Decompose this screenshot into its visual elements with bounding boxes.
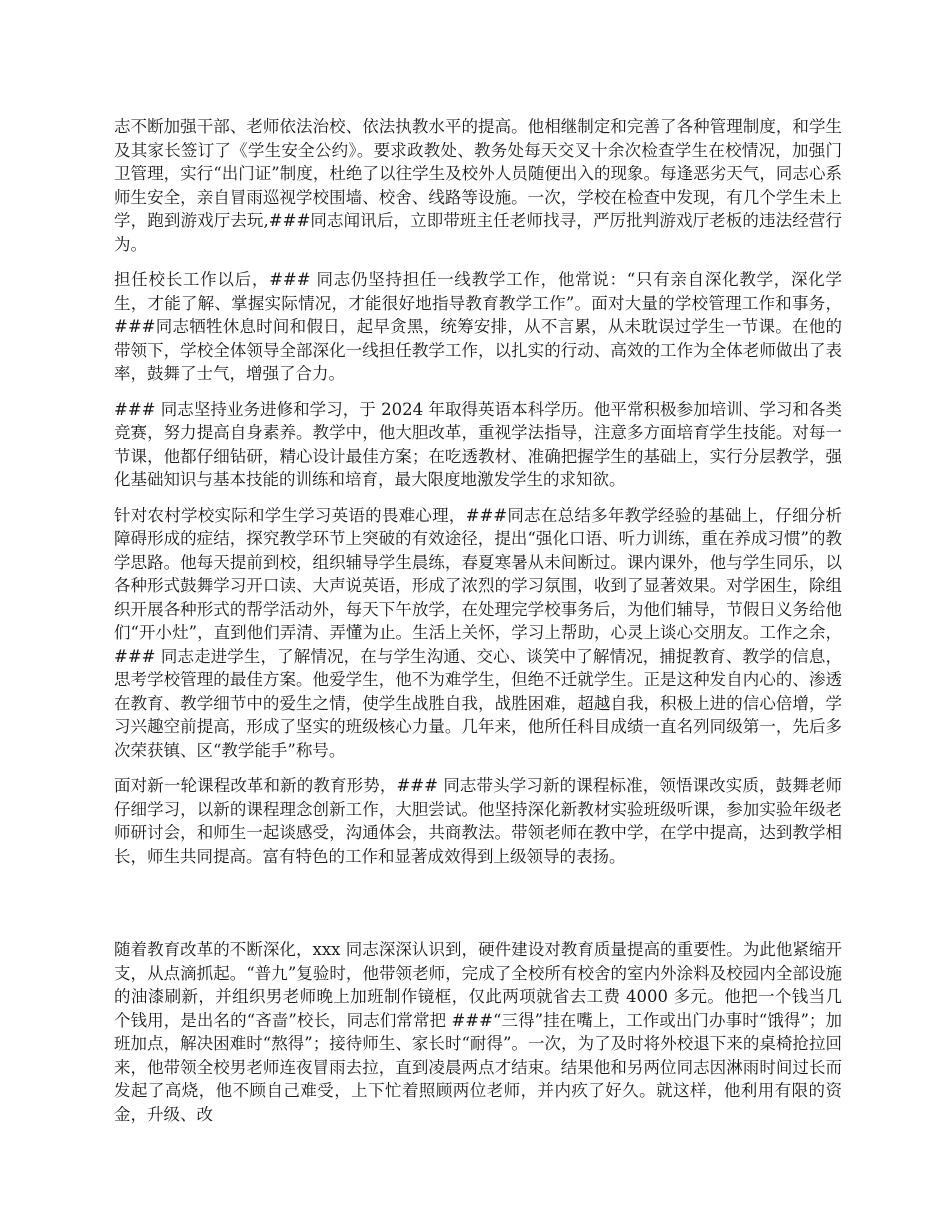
paragraph-1: 志不断加强干部、老师依法治校、依法执教水平的提高。他相继制定和完善了各种管理制度，和学生及其家长签订了《学生安全公约》。要求政教处、教务处每天交叉十余次检查学生在校情况，加强门卫管理，实行“出门证”制度，杜绝了以往学生及校外人员随便出入的现象。每逢恶劣天气，同志心系师生安全，亲自冒雨巡视学校围墙、校舍、线路等设施。一次，学校在检查中发现，有几个学生未上学，跑到游戏厅去玩,###同志闻讯后，立即带班主任老师找寻，严厉批判游戏厅老板的违法经营行为。 bbox=[114, 117, 842, 254]
paragraph-5: 面对新一轮课程改革和新的教育形势，### 同志带头学习新的课程标准，领悟课改实质，鼓舞老师仔细学习，以新的课程理念创新工作，大胆尝试。他坚持深化新教材实验班级听课，参加实验年级老师研讨会，和师生一起谈感受，沟通体会，共商教法。带领老师在教中学，在学中提高，达到教学相长，师生共同提高。富有特色的工作和显著成效得到上级领导的表扬。 bbox=[114, 776, 842, 866]
section-spacer bbox=[114, 880, 842, 938]
paragraph-2: 担任校长工作以后，### 同志仍坚持担任一线教学工作，他常说：“只有亲自深化教学，深化学生，才能了解、掌握实际情况，才能很好地指导教育教学工作”。面对大量的学校管理工作和事务，###同志牺牲休息时间和假日，起早贪黑，统筹安排，从不言累，从未耽误过学生一节课。在他的带领下，学校全体领导全部深化一线担任教学工作，以扎实的行动、高效的工作为全体老师做出了表率，鼓舞了士气，增强了合力。 bbox=[114, 270, 842, 383]
paragraph-6: 随着教育改革的不断深化，xxx 同志深深认识到，硬件建设对教育质量提高的重要性。为此他紧缩开支，从点滴抓起。“普九”复验时，他带领老师，完成了全校所有校舍的室内外涂料及校园内全部设施的油漆刷新，并组织男老师晚上加班制作镜框，仅此两项就省去工费 4000 多元。他把一个钱当几个钱用，是出名的“吝啬”校长，同志们常常把 ###“三得”挂在嘴上，工作或出门办事时“饿得”；加班加点，解决困难时“熬得”；接待师生、家长时“耐得”。一次，为了及时将外校退下来的桌椅抢拉回来，他带领全校男老师连夜冒雨去拉，直到凌晨两点才结束。结果他和另两位同志因淋雨时间过长而发起了高烧，他不顾自己难受，上下忙着照顾两位老师，并内疚了好久。就这样，他利用有限的资金，升级、改 bbox=[114, 940, 842, 1124]
paragraph-4: 针对农村学校实际和学生学习英语的畏难心理，###同志在总结多年教学经验的基础上，仔细分析障碍形成的症结，探究教学环节上突破的有效途径，提出“强化口语、听力训练，重在养成习惯”的教学思路。他每天提前到校，组织辅导学生晨练，春夏寒暑从未间断过。课内课外，他与学生同乐，以各种形式鼓舞学习开口读、大声说英语，形成了浓烈的学习氛围，收到了显著效果。对学困生，除组织开展各种形式的帮学活动外，每天下午放学，在处理完学校事务后，为他们辅导，节假日义务给他们“开小灶”，直到他们弄清、弄懂为止。生活上关怀，学习上帮助，心灵上谈心交朋友。工作之余，### 同志走进学生，了解情况，在与学生沟通、交心、谈笑中了解情况，捕捉教育、教学的信息，思考学校管理的最佳方案。他爱学生，他不为难学生，但绝不迁就学生。正是这种发自内心的、渗透在教育、教学细节中的爱生之情，使学生战胜自我，战胜困难，超越自我，积极上进的信心倍增，学习兴趣空前提高，形成了坚实的班级核心力量。几年来，他所任科目成绩一直名列同级第一，先后多次荣获镇、区“教学能手”称号。 bbox=[114, 505, 842, 760]
document-body bbox=[114, 115, 842, 1138]
paragraph-3: ### 同志坚持业务进修和学习，于 2024 年取得英语本科学历。他平常积极参加培训、学习和各类竞赛，努力提高自身素养。教学中，他大胆改革，重视学法指导，注意多方面培育学生技能。对每一节课，他都仔细钻研，精心设计最佳方案；在吃透教材、准确把握学生的基础上，实行分层教学，强化基础知识与基本技能的训练和培育，最大限度地激发学生的求知欲。 bbox=[114, 399, 842, 489]
